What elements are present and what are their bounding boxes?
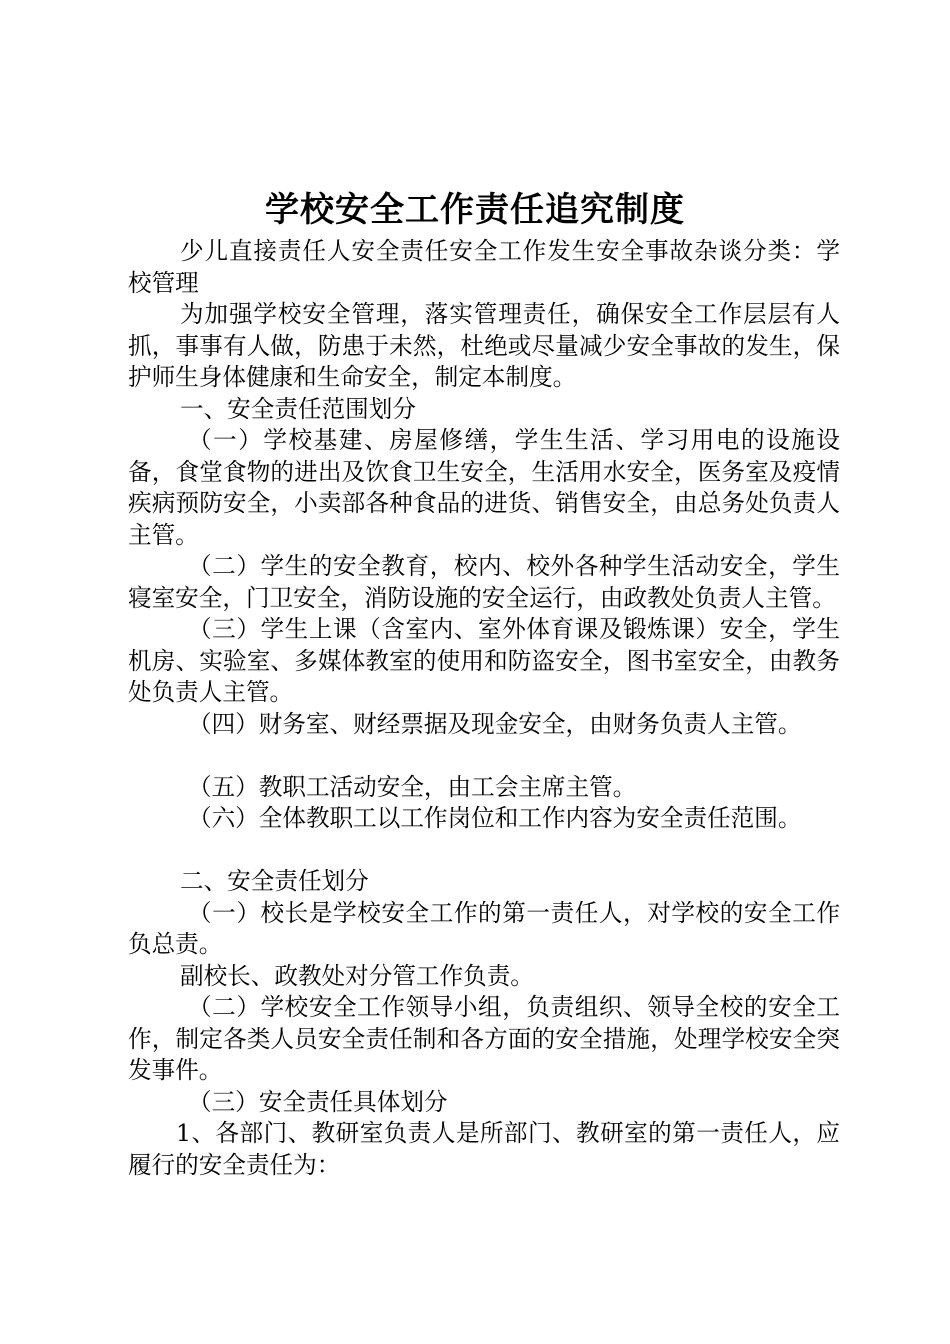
document-paragraph: （三）安全责任具体划分 xyxy=(188,1087,448,1116)
document-paragraph: （二）学生的安全教育，校内、校外各种学生活动安全，学生寝室安全，门卫安全，消防设施的安全运行，由政教处负责人主管。 xyxy=(128,552,840,612)
document-paragraph: 一、安全责任范围划分 xyxy=(180,394,416,423)
document-body xyxy=(128,236,840,1181)
document-paragraph: （二）学校安全工作领导小组，负责组织、领导全校的安全工作，制定各类人员安全责任制和各方面的安全措施，处理学校安全突发事件。 xyxy=(128,993,840,1084)
document-paragraph: （一）学校基建、房屋修缮，学生生活、学习用电的设施设备，食堂食物的进出及饮食卫生安全，生活用水安全，医务室及疫情疾病预防安全，小卖部各种食品的进货、销售安全，由总务处负责人主管。 xyxy=(128,426,840,549)
document-paragraph: （四）财务室、财经票据及现金安全，由财务负责人主管。 xyxy=(188,709,802,738)
document-paragraph: 副校长、政教处对分管工作负责。 xyxy=(180,961,534,990)
document-paragraph: 二、安全责任划分 xyxy=(180,867,369,895)
document-title: 学校安全工作责任追究制度 xyxy=(265,190,685,230)
document-paragraph: 为加强学校安全管理，落实管理责任，确保安全工作层层有人抓，事事有人做，防患于未然，杜绝或尽量减少安全事故的发生，保护师生身体健康和生命安全，制定本制度。 xyxy=(128,300,840,391)
document-paragraph: 少儿直接责任人安全责任安全工作发生安全事故杂谈分类：学校管理 xyxy=(128,237,840,297)
document-paragraph: 1、各部门、教研室负责人是所部门、教研室的第一责任人，应履行的安全责任为： xyxy=(128,1119,840,1179)
document-paragraph: （五）教职工活动安全，由工会主席主管。 xyxy=(188,772,637,801)
document-paragraph: （三）学生上课（含室内、室外体育课及锻炼课）安全，学生机房、实验室、多媒体教室的使用和防盗安全，图书室安全，由教务处负责人主管。 xyxy=(128,615,840,706)
document-paragraph: （六）全体教职工以工作岗位和工作内容为安全责任范围。 xyxy=(188,804,802,832)
document-paragraph: （一）校长是学校安全工作的第一责任人，对学校的安全工作负总责。 xyxy=(128,898,840,958)
